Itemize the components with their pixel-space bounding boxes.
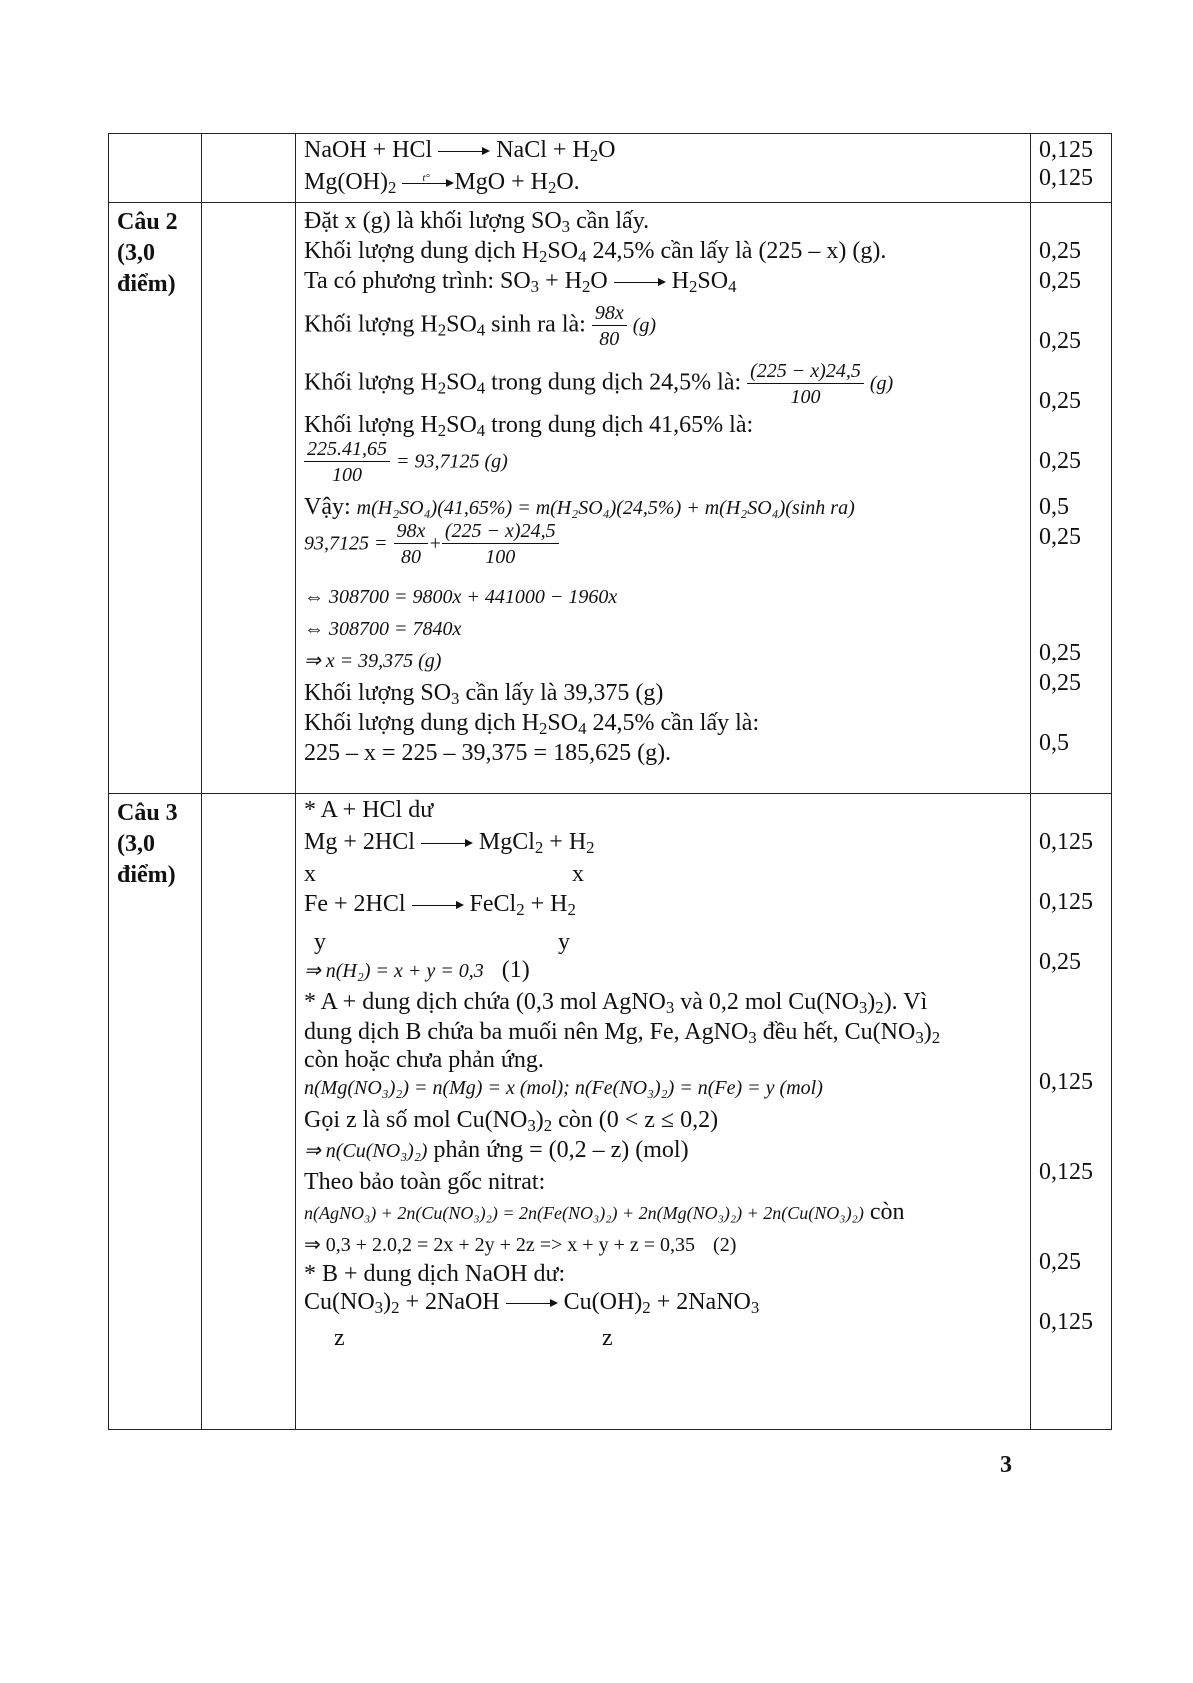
score: 0,25 bbox=[1039, 388, 1081, 414]
text-line: Đặt x (g) là khối lượng $SO_3$ cần lấy. bbox=[304, 208, 650, 237]
text-line: Khối lượng $H_2SO_4$ trong dung dịch 24,5% là: $\frac{(225 - x)24,5}{100}$ (g) bbox=[304, 360, 894, 408]
text-line: Khối lượng $SO_3$ cần lấy là 39,375 (g) bbox=[304, 680, 664, 709]
question-cell bbox=[109, 134, 202, 203]
math-line: $\frac{225.41,65}{100}$ = 93,7125 (g) bbox=[304, 439, 508, 485]
content-cell bbox=[296, 134, 1031, 203]
text-line: còn hoặc chưa phản ứng. bbox=[304, 1047, 544, 1073]
score: 0,25 bbox=[1039, 1249, 1081, 1275]
score: 0,125 bbox=[1039, 1159, 1093, 1185]
score: 0,25 bbox=[1039, 524, 1081, 550]
score: 0,25 bbox=[1039, 949, 1081, 975]
score: 0,125 bbox=[1039, 1069, 1093, 1095]
score: 0,25 bbox=[1039, 328, 1081, 354]
score: 0,25 bbox=[1039, 670, 1081, 696]
part-cell bbox=[202, 134, 296, 203]
table-row-cau-2 bbox=[109, 203, 1112, 794]
question-cell bbox=[109, 794, 202, 1430]
question-points-unit: điểm) bbox=[117, 271, 176, 297]
math-line: ⇒ n(Cu(NO₃)₂) phản ứng = (0,2 – z) (mol) bbox=[304, 1137, 689, 1163]
equation-naoh-hcl: NaOH + HCl NaCl + $H_2O$ bbox=[304, 137, 616, 166]
score: 0,5 bbox=[1039, 494, 1069, 520]
text-line: Ta có phương trình: $SO_3 + H_2O$ $H_2SO_4$ bbox=[304, 268, 737, 297]
text-line: * A + HCl dư bbox=[304, 797, 434, 823]
equation-line: $Cu(NO_3)_2$ + 2NaOH $Cu(OH)_2$ + 2NaNO$_3$ bbox=[304, 1289, 760, 1318]
part-cell bbox=[202, 794, 296, 1430]
math-line: ⇔ 308700 = 9800x + 441000 − 1960x bbox=[304, 586, 618, 608]
math-line: ⇒ x = 39,375 (g) bbox=[304, 650, 442, 672]
text-line: 225 – x = 225 – 39,375 = 185,625 (g). bbox=[304, 740, 672, 766]
question-label: Câu 2 bbox=[117, 209, 178, 235]
score-cell bbox=[1031, 203, 1112, 794]
math-line: Vậy: m(H₂SO₄)(41,65%) = m(H₂SO₄)(24,5%) + m(H₂SO₄)(sinh ra) bbox=[304, 494, 855, 520]
score: 0,25 bbox=[1039, 238, 1081, 264]
score: 0,25 bbox=[1039, 448, 1081, 474]
score-cell bbox=[1031, 134, 1112, 203]
score: 0,125 bbox=[1039, 137, 1093, 163]
question-label: Câu 3 bbox=[117, 800, 178, 826]
math-line: 93,7125 = $\frac{98x}{80}$ + $\frac{(225 - x)24,5}{100}$ bbox=[304, 521, 559, 567]
score-cell bbox=[1031, 794, 1112, 1430]
score: 0,25 bbox=[1039, 640, 1081, 666]
page-number: 3 bbox=[1000, 1452, 1012, 1478]
text-line: * A + dung dịch chứa (0,3 mol AgNO$_3$ và 0,2 mol $Cu(NO_3)_2$). Vì bbox=[304, 989, 928, 1018]
text-line: Khối lượng $H_2SO_4$ trong dung dịch 41,65% là: bbox=[304, 412, 754, 441]
content-cell: * A + HCl dư Mg + 2HCl MgCl$_2$ + $H_2$ x x Fe + 2HCl FeCl$_2$ + $H_2$ y y ⇒ n(H₂) = x + y = 0,3 (1) * A + dung dịch chứa (0,3 mol AgNO$_3$ và 0,2 mol $Cu(NO_3)_2$). Vì dung dịch B chứa ba muối nên Mg, Fe, AgNO$_3$ đều hết, $Cu(NO_3)_2$ còn hoặc chưa phản ứng. n(Mg(NO₃)₂) = n(Mg) = x (mol); n(Fe(NO₃)₂) = n(Fe) = y (mol) Gọi z là số mol $Cu(NO_3)_2$ còn (0 < z ≤ 0,2) ⇒ n(Cu(NO₃)₂) phản ứng = (0,2 – z) (mol) Theo bảo toàn gốc nitrat: n(AgNO₃) + 2n(Cu(NO₃)₂) = 2n(Fe(NO₃)₂) + 2n(Mg(NO₃)₂) + 2n(Cu(NO₃)₂) còn ⇒ 0,3 + 2.0,2 = 2x + 2y + 2z => x + y + z = 0,35 (2) * B + dung dịch NaOH dư: $Cu(NO_3)_2$ + 2NaOH $Cu(OH)_2$ + 2NaNO$_3$ z z bbox=[296, 794, 1031, 1430]
text-line: dung dịch B chứa ba muối nên Mg, Fe, AgNO$_3$ đều hết, $Cu(NO_3)_2$ bbox=[304, 1019, 941, 1048]
table-row-cau-3 bbox=[109, 794, 1112, 1430]
math-line: ⇒ n(H₂) = x + y = 0,3 (1) bbox=[304, 957, 530, 983]
text-line: Khối lượng dung dịch $H_2SO_4$ 24,5% cần lấy là (225 – x) (g). bbox=[304, 238, 887, 267]
equation-mgoh2: $Mg(OH)_2$ t° MgO + $H_2O$. bbox=[304, 169, 580, 198]
answer-table bbox=[108, 133, 1112, 1430]
math-line: ⇔ 308700 = 7840x bbox=[304, 618, 462, 640]
score: 0,5 bbox=[1039, 730, 1069, 756]
score: 0,125 bbox=[1039, 889, 1093, 915]
math-line: n(AgNO₃) + 2n(Cu(NO₃)₂) = 2n(Fe(NO₃)₂) + 2n(Mg(NO₃)₂) + 2n(Cu(NO₃)₂) còn bbox=[304, 1199, 905, 1225]
content-cell bbox=[296, 203, 1031, 794]
part-cell bbox=[202, 203, 296, 794]
math-line: n(Mg(NO₃)₂) = n(Mg) = x (mol); n(Fe(NO₃)₂) = n(Fe) = y (mol) bbox=[304, 1077, 823, 1099]
text-line: Theo bảo toàn gốc nitrat: bbox=[304, 1169, 546, 1195]
question-points-unit: điểm) bbox=[117, 862, 176, 888]
score: 0,125 bbox=[1039, 1309, 1093, 1335]
score: 0,25 bbox=[1039, 268, 1081, 294]
question-cell bbox=[109, 203, 202, 794]
table-row-continuation bbox=[109, 134, 1112, 203]
score: 0,125 bbox=[1039, 829, 1093, 855]
text-line: * B + dung dịch NaOH dư: bbox=[304, 1261, 566, 1287]
equation-line: Fe + 2HCl FeCl$_2$ + $H_2$ bbox=[304, 891, 576, 920]
text-line: Khối lượng $H_2SO_4$ sinh ra là: $\frac{98x}{80}$ (g) bbox=[304, 302, 657, 350]
equation-line: Mg + 2HCl MgCl$_2$ + $H_2$ bbox=[304, 829, 595, 858]
text-line: Gọi z là số mol $Cu(NO_3)_2$ còn (0 < z ≤ 0,2) bbox=[304, 1107, 719, 1136]
text-line: Khối lượng dung dịch $H_2SO_4$ 24,5% cần lấy là: bbox=[304, 710, 760, 739]
math-line: ⇒ 0,3 + 2.0,2 = 2x + 2y + 2z => x + y + z = 0,35 (2) bbox=[304, 1234, 737, 1256]
score: 0,125 bbox=[1039, 165, 1093, 191]
question-points: (3,0 bbox=[117, 240, 155, 266]
question-points: (3,0 bbox=[117, 831, 155, 857]
